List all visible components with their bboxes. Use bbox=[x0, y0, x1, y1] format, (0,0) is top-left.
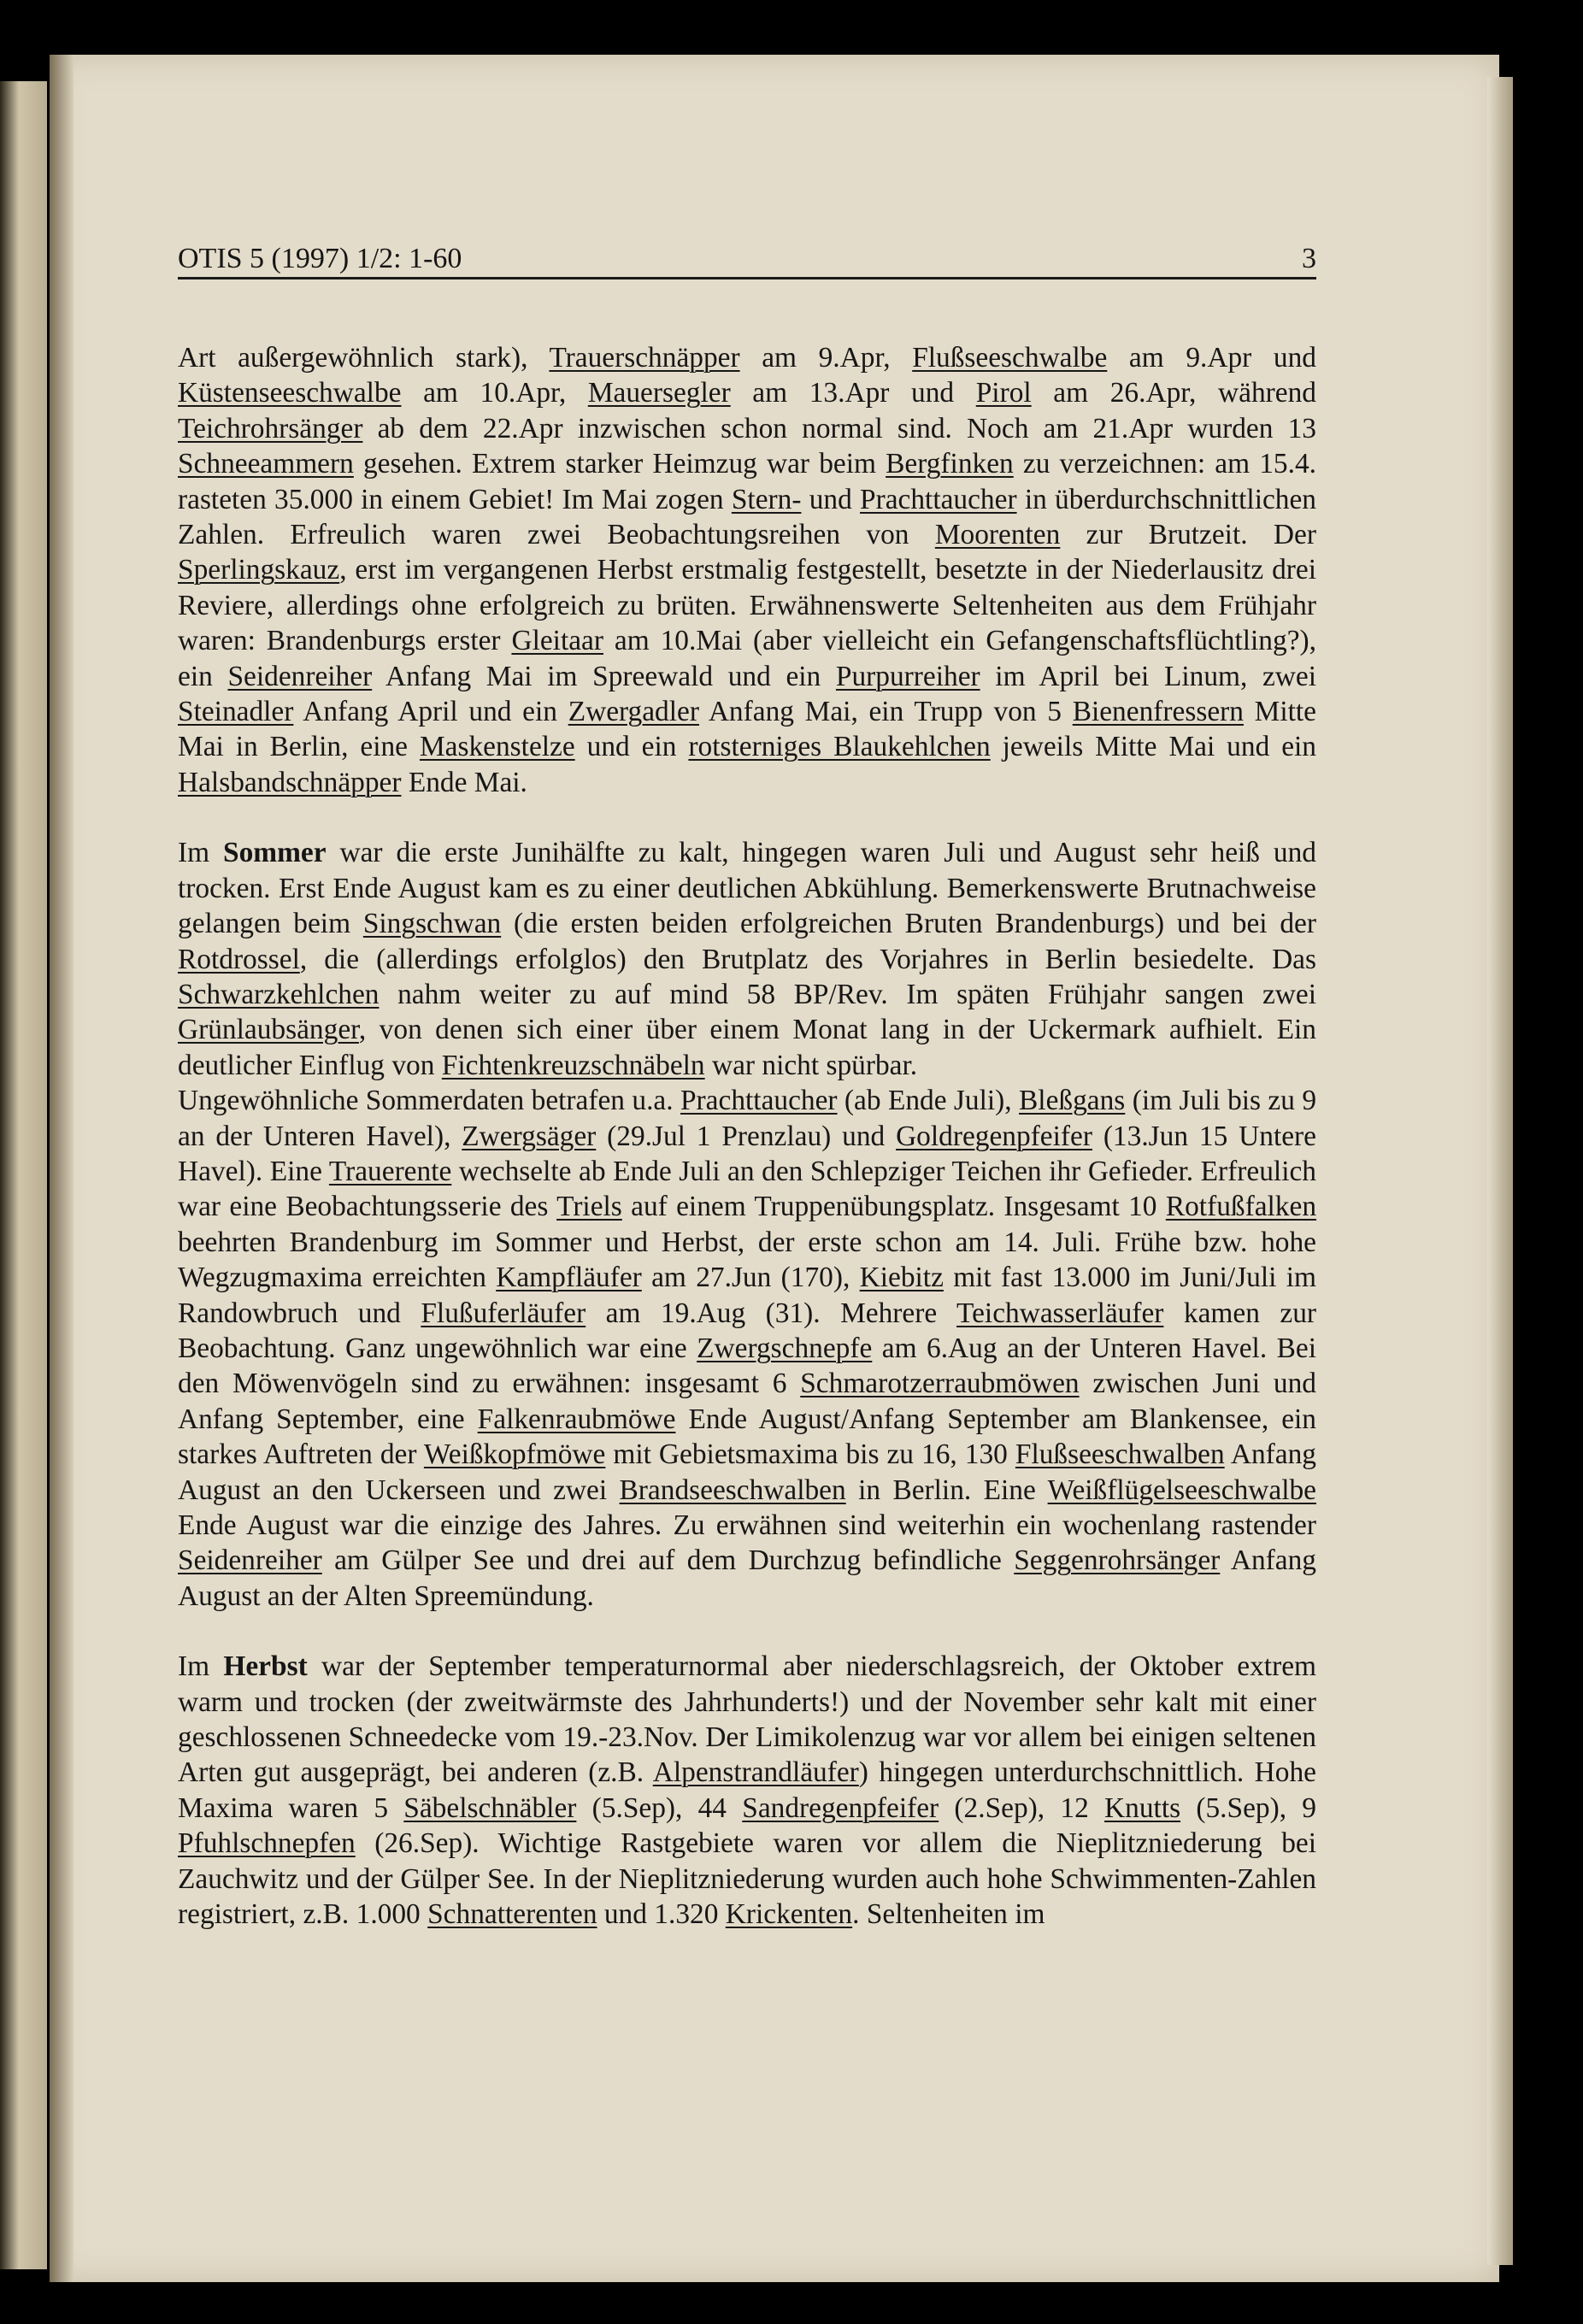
species-name: Kampfläufer bbox=[496, 1262, 642, 1294]
text-run: zwischen Juni und Anfang September, eine bbox=[178, 1368, 1316, 1435]
text-run: am 26.Apr, während bbox=[1031, 377, 1316, 409]
text-run: (2.Sep), 12 bbox=[939, 1792, 1105, 1824]
page-number: 3 bbox=[1302, 243, 1316, 274]
text-run: Mitte Mai in Berlin, eine bbox=[178, 696, 1316, 763]
text-run: , die (allerdings erfolglos) den Brutplatz des Vorjahres in Berlin besiedelte. Das bbox=[299, 943, 1316, 975]
text-run: in überdurchschnittlichen Zahlen. Erfreulich waren zwei Beobachtungsreihen von bbox=[178, 483, 1317, 551]
text-run: (26.Sep). Wichtige Rastgebiete waren vor allem die Nieplitzniederung bei Zauchwitz und der Gülper See. In der Nieplitzniederung wurden auch hohe Schwimmenten-Zahlen registriert, z.B. 1.000 bbox=[178, 1827, 1316, 1931]
species-name: Seidenreiher bbox=[178, 1544, 322, 1577]
text-run: Anfang April und ein bbox=[293, 696, 568, 728]
text-run: war nicht spürbar. bbox=[704, 1049, 918, 1081]
species-name: Schmarotzerraubmöwen bbox=[800, 1368, 1080, 1400]
text-run: jeweils Mitte Mai und ein bbox=[990, 731, 1316, 763]
text-run: (die ersten beiden erfolgreichen Bruten Brandenburgs) und bei der bbox=[501, 908, 1316, 940]
species-name: Bergfinken bbox=[886, 448, 1014, 480]
page-gutter-shadow bbox=[50, 55, 74, 2282]
text-run: und 1.320 bbox=[597, 1898, 726, 1931]
species-name: Trauerschnäpper bbox=[549, 342, 740, 374]
species-name: Gleitaar bbox=[511, 625, 603, 657]
text-run: am 10.Apr, bbox=[401, 377, 588, 409]
species-name: Mauersegler bbox=[587, 377, 731, 409]
text-run: Ende Mai. bbox=[401, 766, 527, 798]
species-name: Maskenstelze bbox=[419, 731, 575, 763]
text-run: Art außergewöhnlich stark), bbox=[178, 342, 550, 374]
text-run: Anfang August an den Uckerseen und zwei bbox=[178, 1439, 1317, 1506]
text-run: am 6.Aug an der Unteren Havel. Bei den Möwenvögeln sind zu erwähnen: insgesamt 6 bbox=[178, 1332, 1316, 1400]
species-name: Seidenreiher bbox=[227, 660, 373, 692]
species-name: Bienenfressern bbox=[1072, 696, 1244, 728]
species-name: Pfuhlschnepfen bbox=[178, 1827, 356, 1860]
species-name: Halsbandschnäpper bbox=[178, 766, 402, 798]
text-run: kamen zur Beobachtung. Ganz ungewöhnlich war eine bbox=[178, 1297, 1317, 1364]
species-name: Bleßgans bbox=[1019, 1085, 1126, 1117]
species-name: Singschwan bbox=[362, 908, 502, 940]
text-run: am 13.Apr und bbox=[730, 377, 976, 409]
text-run: mit Gebietsmaxima bis zu 16, 130 bbox=[605, 1439, 1015, 1471]
species-name: Alpenstrandläufer bbox=[652, 1756, 859, 1789]
body-text bbox=[178, 340, 1316, 1932]
text-run: (5.Sep), 9 bbox=[1180, 1792, 1316, 1824]
species-name: Prachttaucher bbox=[860, 483, 1017, 515]
species-name: Zwergschnepfe bbox=[697, 1332, 873, 1364]
species-name: Knutts bbox=[1104, 1792, 1181, 1824]
species-name: Weißkopfmöwe bbox=[423, 1439, 606, 1471]
species-name: Zwergadler bbox=[568, 696, 699, 728]
season-heading: Sommer bbox=[223, 837, 327, 869]
species-name: Schnatterenten bbox=[427, 1898, 597, 1931]
species-name: Prachttaucher bbox=[680, 1085, 838, 1117]
species-name: Steinadler bbox=[178, 696, 294, 728]
journal-reference: OTIS 5 (1997) 1/2: 1-60 bbox=[178, 243, 462, 274]
text-run: am 9.Apr, bbox=[739, 342, 913, 374]
species-name: Schneeammern bbox=[178, 448, 354, 480]
text-run: war der September temperaturnormal aber niederschlagsreich, der Oktober extrem warm und trocken (der zweitwärmste des Jahrhunderts!) und der November sehr kalt mit einer geschlossenen Schneedecke vom 19.-23.Nov. Der Limikolenzug war vor allem bei einigen seltenen Arten gut ausgeprägt, bei anderen (z.B. bbox=[178, 1650, 1316, 1789]
text-run: . Seltenheiten im bbox=[852, 1898, 1045, 1931]
text-run: am 10.Mai (aber vielleicht ein Gefangenschaftsflüchtling?), ein bbox=[178, 625, 1316, 692]
text-run: auf einem Truppenübungsplatz. Insgesamt 10 bbox=[621, 1191, 1166, 1223]
text-run: am 9.Apr und bbox=[1107, 342, 1316, 374]
text-run: (13.Jun 15 Untere Havel). Eine bbox=[178, 1120, 1316, 1187]
text-run: zur Brutzeit. Der bbox=[1060, 519, 1316, 551]
text-run: beehrten Brandenburg im Sommer und Herbst, der erste schon am 14. Juli. Frühe bzw. hohe Wegzugmaxima erreichten bbox=[178, 1226, 1316, 1294]
species-name: Krickenten bbox=[725, 1898, 853, 1931]
species-name: Schwarzkehlchen bbox=[178, 978, 380, 1010]
species-name: Flußuferläufer bbox=[421, 1297, 586, 1329]
species-name: rotsterniges Blaukehlchen bbox=[688, 731, 991, 763]
species-name: Küstenseeschwalbe bbox=[178, 377, 402, 409]
text-run: Anfang Mai, ein Trupp von 5 bbox=[698, 696, 1073, 728]
text-run: , von denen sich einer über einem Monat lang in der Uckermark aufhielt. Ein deutlicher Einflug von bbox=[178, 1014, 1316, 1081]
page-right-edge bbox=[1487, 77, 1513, 2265]
species-name: Brandseeschwalben bbox=[619, 1474, 846, 1506]
species-name: Pirol bbox=[975, 377, 1032, 409]
species-name: Triels bbox=[556, 1191, 622, 1223]
text-run: ab dem 22.Apr inzwischen schon normal sind. Noch am 21.Apr wurden 13 bbox=[362, 412, 1316, 444]
species-name: Seggenrohrsänger bbox=[1014, 1544, 1221, 1577]
species-name: Rotfußfalken bbox=[1165, 1191, 1317, 1223]
previous-page-edge bbox=[0, 81, 47, 2269]
text-run: und ein bbox=[574, 731, 689, 763]
species-name: Kiebitz bbox=[859, 1262, 944, 1294]
text-run: nahm weiter zu auf mind 58 BP/Rev. Im späten Frühjahr sangen zwei bbox=[379, 978, 1316, 1010]
species-name: Grünlaubsänger bbox=[178, 1014, 359, 1046]
text-run: , erst im vergangenen Herbst erstmalig festgestellt, besetzte in der Niederlausitz drei Reviere, allerdings ohne erfolgreich zu brüten. Erwähnenswerte Seltenheiten aus dem Frühjahr waren: Brandenburgs erster bbox=[178, 554, 1316, 657]
text-run: und bbox=[801, 483, 861, 515]
text-run: (im Juli bis zu 9 an der Unteren Havel), bbox=[178, 1085, 1317, 1152]
text-run: Im bbox=[178, 837, 224, 869]
text-run: gesehen. Extrem starker Heimzug war beim bbox=[353, 448, 886, 480]
paragraph bbox=[178, 1649, 1316, 1932]
species-name: Säbelschnäbler bbox=[403, 1792, 577, 1824]
season-heading: Herbst bbox=[223, 1650, 308, 1683]
species-name: Teichrohrsänger bbox=[178, 412, 363, 444]
species-name: Purpurreiher bbox=[835, 660, 980, 692]
text-run: in Berlin. Eine bbox=[845, 1474, 1048, 1506]
text-run: ) hingegen unterdurchschnittlich. Hohe Maxima waren 5 bbox=[178, 1756, 1316, 1824]
species-name: Zwergsäger bbox=[462, 1120, 597, 1152]
text-run: Ende August/Anfang September am Blankensee, ein starkes Auftreten der bbox=[178, 1403, 1316, 1471]
paragraph bbox=[178, 1083, 1316, 1614]
paragraph bbox=[178, 835, 1316, 1083]
text-run: war die erste Junihälfte zu kalt, hingegen waren Juli und August sehr heiß und trocken. Erst Ende August kam es zu einer deutlichen Abkühlung. Bemerkenswerte Brutnachweise gelangen beim bbox=[178, 837, 1316, 940]
text-run: Anfang Mai im Spreewald und ein bbox=[372, 660, 836, 692]
species-name: Flußseeschwalben bbox=[1015, 1439, 1225, 1471]
species-name: Weißflügelseeschwalbe bbox=[1047, 1474, 1316, 1506]
text-run: Im bbox=[178, 1650, 224, 1683]
text-run: Ungewöhnliche Sommerdaten betrafen u.a. bbox=[178, 1085, 680, 1117]
species-name: Moorenten bbox=[934, 519, 1061, 551]
text-run: im April bei Linum, zwei bbox=[980, 660, 1317, 692]
species-name: Flußseeschwalbe bbox=[912, 342, 1108, 374]
species-name: Teichwasserläufer bbox=[956, 1297, 1164, 1329]
species-name: Trauerente bbox=[328, 1155, 452, 1187]
text-run: (ab Ende Juli), bbox=[837, 1085, 1020, 1117]
text-run: am 19.Aug (31). Mehrere bbox=[586, 1297, 957, 1329]
paragraph bbox=[178, 340, 1316, 800]
species-name: Goldregenpfeifer bbox=[896, 1120, 1092, 1152]
text-run: am 27.Jun (170), bbox=[641, 1262, 860, 1294]
text-run: wechselte ab Ende Juli an den Schlepziger Teichen ihr Gefieder. Erfreulich war eine Beobachtungsserie des bbox=[178, 1155, 1316, 1223]
text-run: (29.Jul 1 Prenzlau) und bbox=[596, 1120, 897, 1152]
text-run: zu verzeichnen: am 15.4. rasteten 35.000 in einem Gebiet! Im Mai zogen bbox=[178, 448, 1316, 515]
text-run: am Gülper See und drei auf dem Durchzug befindliche bbox=[321, 1544, 1015, 1577]
running-header bbox=[178, 243, 1316, 279]
species-name: Rotdrossel bbox=[178, 943, 300, 975]
text-run: Ende August war die einzige des Jahres. Zu erwähnen sind weiterhin ein wochenlang rastender bbox=[178, 1509, 1316, 1541]
species-name: Sandregenpfeifer bbox=[742, 1792, 939, 1824]
species-name: Fichtenkreuzschnäbeln bbox=[441, 1049, 705, 1081]
species-name: Stern- bbox=[731, 483, 802, 515]
text-run: Anfang August an der Alten Spreemündung. bbox=[178, 1544, 1316, 1612]
text-run: mit fast 13.000 im Juni/Juli im Randowbruch und bbox=[178, 1262, 1316, 1329]
species-name: Falkenraubmöwe bbox=[477, 1403, 676, 1435]
species-name: Sperlingskauz bbox=[178, 554, 340, 586]
text-run: (5.Sep), 44 bbox=[576, 1792, 743, 1824]
